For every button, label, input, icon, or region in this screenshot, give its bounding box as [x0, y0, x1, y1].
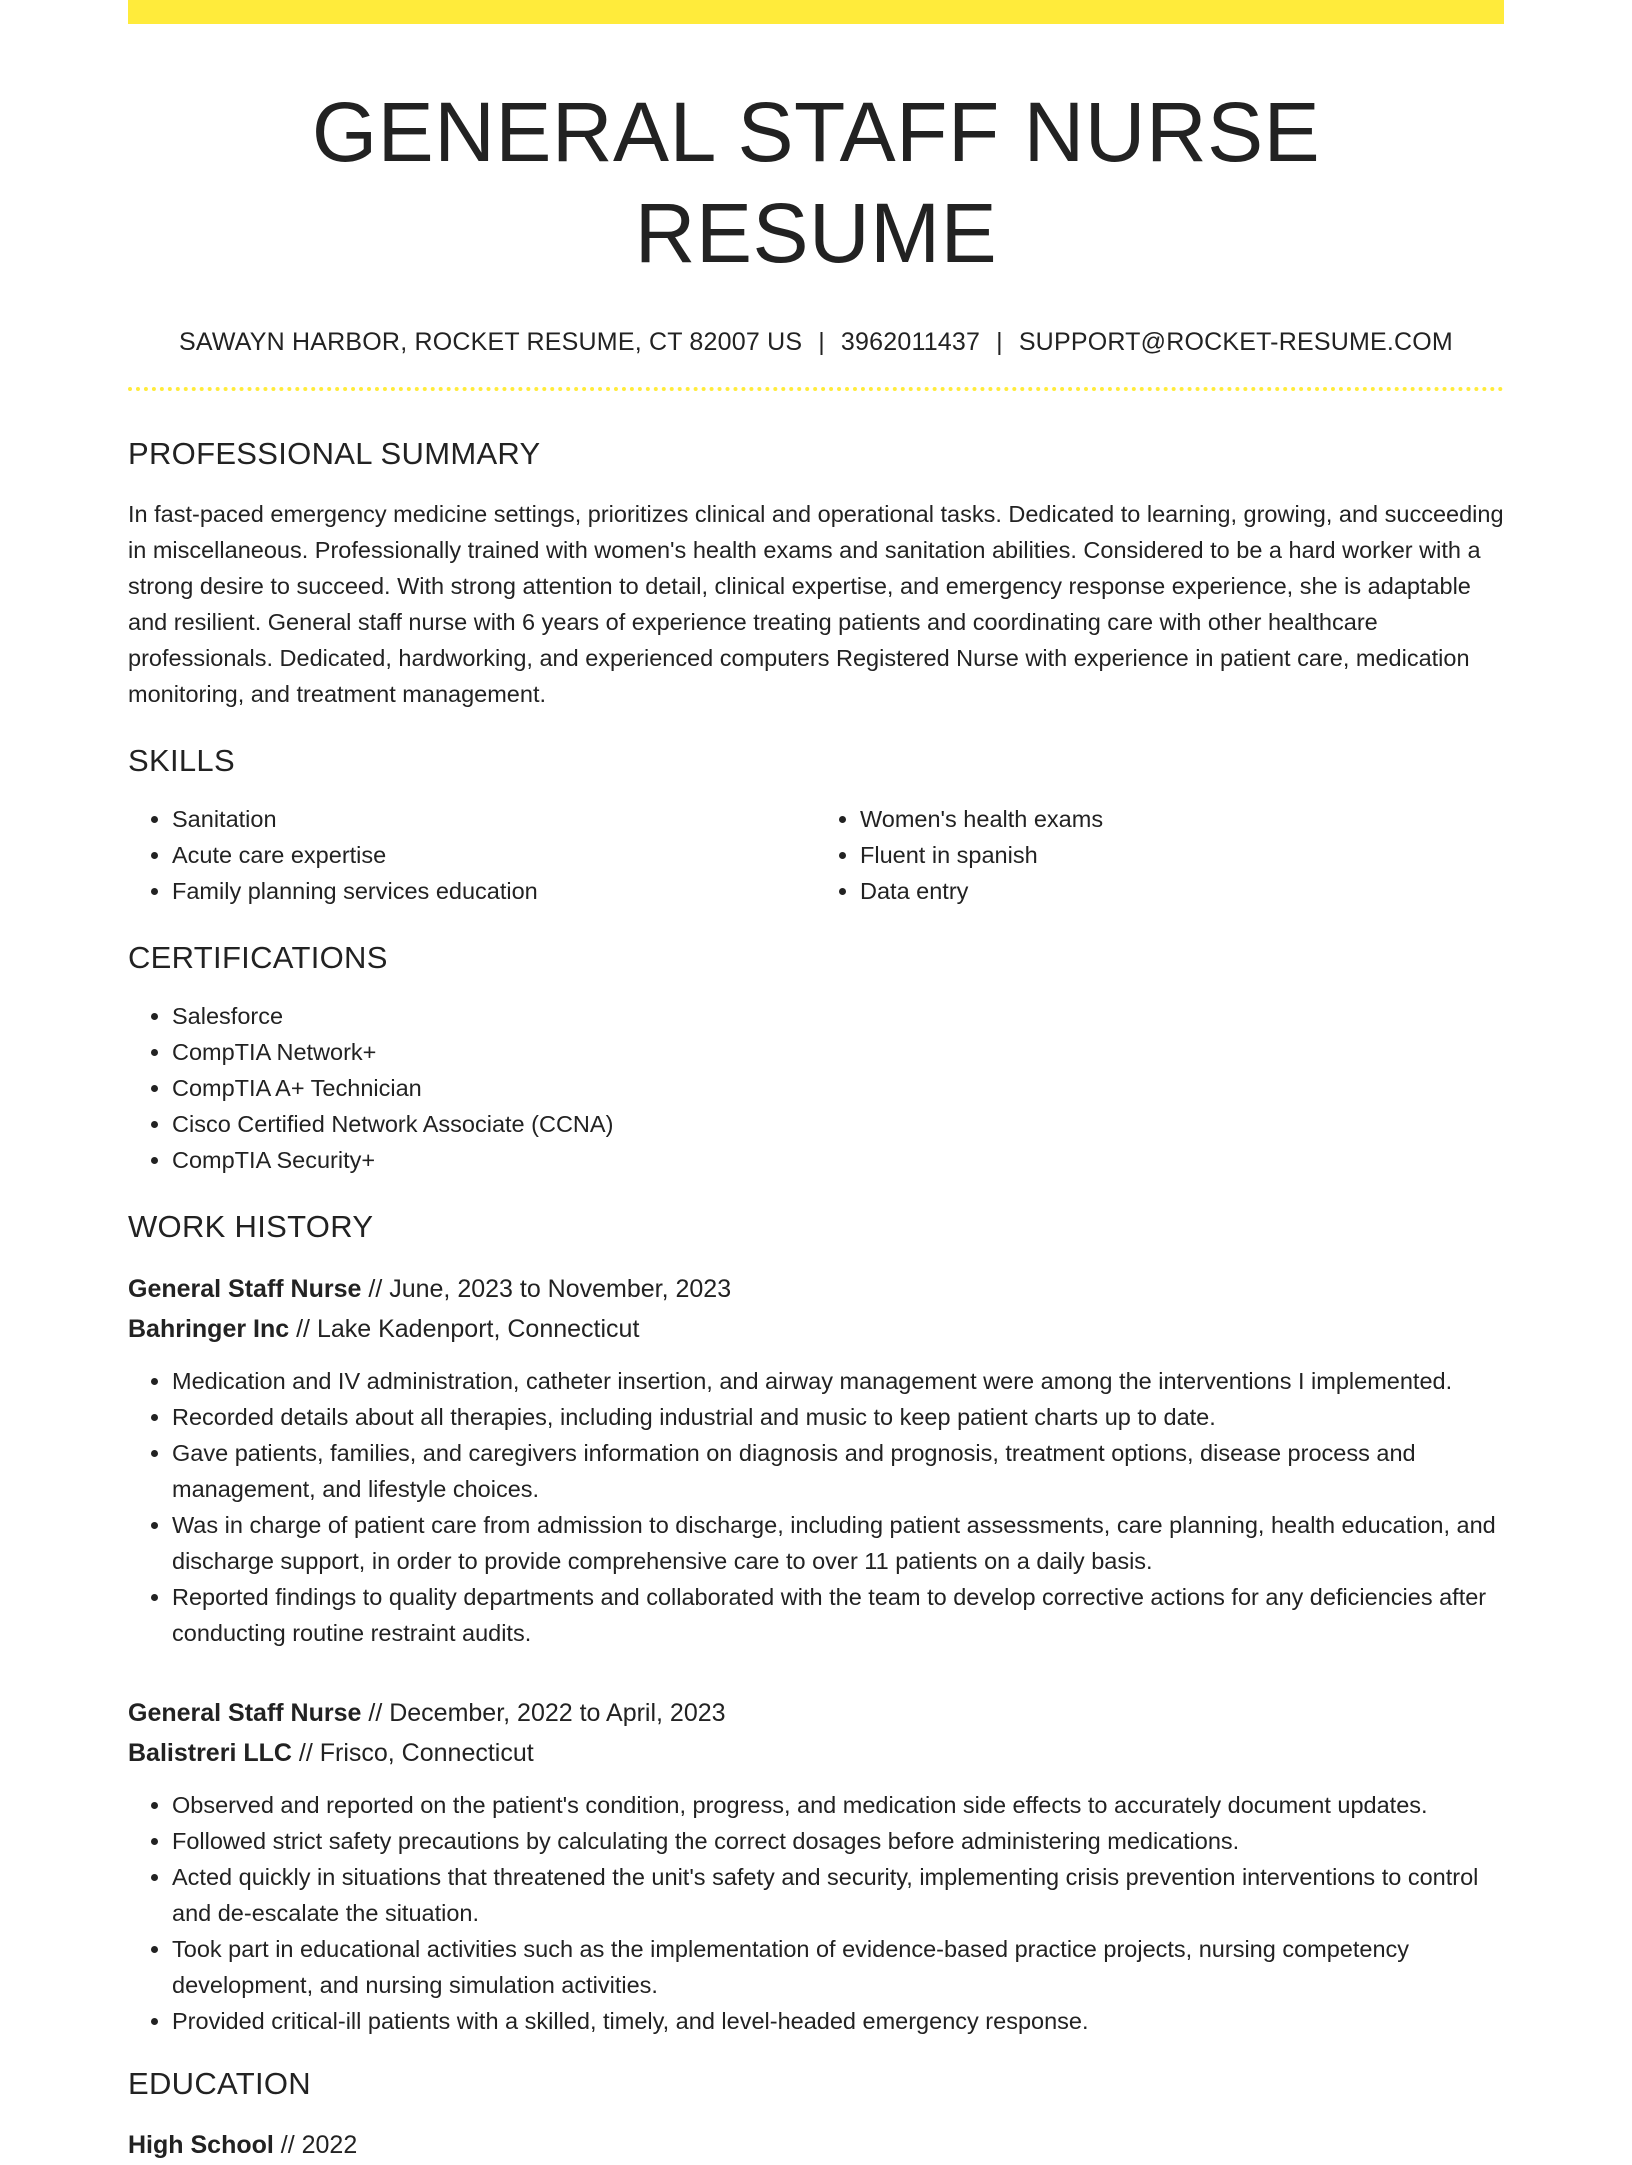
certifications-list [128, 998, 1504, 1178]
job-company-line [128, 1309, 1504, 1349]
job-dates: // June, 2023 to November, 2023 [368, 1275, 732, 1304]
job-role: General Staff Nurse [128, 1699, 362, 1728]
job-company: Bahringer Inc [128, 1315, 290, 1344]
resume-title: GENERAL STAFF NURSE RESUME [311, 85, 1321, 280]
job-location: // Frisco, Connecticut [298, 1739, 534, 1768]
education-entry [128, 2125, 1504, 2165]
certification-item: • CompTIA Security+ [172, 1142, 1504, 1178]
certification-item: • CompTIA A+ Technician [172, 1070, 1504, 1106]
education-year: // 2022 [280, 2130, 358, 2159]
job-bullet: • Took part in educational activities such as the implementation of evidence-based practice projects, nursing competency development, and nursing simulation activities. [172, 1931, 1504, 2003]
job-entry [128, 1269, 1504, 1651]
certification-item: • CompTIA Network+ [172, 1034, 1504, 1070]
skills-heading: SKILLS [128, 742, 235, 778]
contact-separator: | [818, 327, 825, 356]
skills-grid [128, 801, 1504, 909]
summary-text: In fast-paced emergency medicine settings, prioritizes clinical and operational tasks. Dedicated to learning, growing, and succeeding in miscellaneous. Professionally trained with women's health exams and sanitation abilities. Considered to be a hard worker with a strong desire to succeed. With strong attention to detail, clinical expertise, and emergency response experience, she is adaptable and resilient. General staff nurse with 6 years of experience treating patients and coordinating care with other healthcare professionals. Dedicated, hardworking, and experienced computers Registered Nurse with experience in patient care, medication monitoring, and treatment management. [128, 500, 1504, 707]
job-entry [128, 1693, 1504, 2039]
resume-page [128, 0, 1504, 2165]
certification-item: • Cisco Certified Network Associate (CCNA) [172, 1106, 1504, 1142]
job-bullet: • Was in charge of patient care from admission to discharge, including patient assessments, care planning, health education, and discharge support, in order to provide comprehensive care to over 11 patients on a daily basis. [172, 1507, 1504, 1579]
job-bullet: • Acted quickly in situations that threatened the unit's safety and security, implementing crisis prevention interventions to control and de-escalate the situation. [172, 1859, 1504, 1931]
education-school: High School [128, 2130, 274, 2159]
contact-address: SAWAYN HARBOR, ROCKET RESUME, CT 82007 US [179, 327, 803, 356]
job-role-line [128, 1269, 1504, 1309]
contact-phone: 3962011437 [840, 327, 981, 356]
skill-item: • Acute care expertise [172, 837, 816, 873]
skills-list-left [128, 801, 816, 909]
work-history-heading: WORK HISTORY [128, 1209, 374, 1245]
job-bullet: • Reported findings to quality departments and collaborated with the team to develop corrective actions for any deficiencies after conducting routine restraint audits. [172, 1579, 1504, 1651]
contact-email: SUPPORT@ROCKET-RESUME.COM [1018, 327, 1453, 356]
job-bullets [128, 1363, 1504, 1651]
summary-heading: PROFESSIONAL SUMMARY [128, 435, 541, 471]
certifications-heading: CERTIFICATIONS [128, 939, 388, 975]
job-bullet: • Followed strict safety precautions by calculating the correct dosages before administering medications. [172, 1823, 1504, 1859]
contact-separator: | [996, 327, 1003, 356]
job-bullet: • Medication and IV administration, catheter insertion, and airway management were among the interventions I implemented. [172, 1363, 1504, 1399]
accent-top-bar [128, 0, 1504, 24]
skill-item: • Women's health exams [860, 801, 1504, 837]
job-bullet: • Observed and reported on the patient's condition, progress, and medication side effects to accurately document updates. [172, 1787, 1504, 1823]
job-bullets [128, 1787, 1504, 2039]
certification-item: • Salesforce [172, 998, 1504, 1034]
job-bullet: • Gave patients, families, and caregivers information on diagnosis and prognosis, treatment options, disease process and management, and lifestyle choices. [172, 1435, 1504, 1507]
job-company: Balistreri LLC [128, 1739, 292, 1768]
skill-item: • Data entry [860, 873, 1504, 909]
job-role-line [128, 1693, 1504, 1733]
education-heading: EDUCATION [128, 2066, 311, 2102]
job-company-line [128, 1733, 1504, 1773]
contact-line [128, 328, 1504, 357]
job-location: // Lake Kadenport, Connecticut [296, 1315, 640, 1344]
job-bullet: • Provided critical-ill patients with a skilled, timely, and level-headed emergency response. [172, 2003, 1504, 2039]
dotted-divider [128, 387, 1504, 391]
job-role: General Staff Nurse [128, 1275, 362, 1304]
skill-item: • Sanitation [172, 801, 816, 837]
job-dates: // December, 2022 to April, 2023 [368, 1699, 726, 1728]
skill-item: • Fluent in spanish [860, 837, 1504, 873]
job-bullet: • Recorded details about all therapies, including industrial and music to keep patient charts up to date. [172, 1399, 1504, 1435]
skills-list-right [816, 801, 1504, 909]
skill-item: • Family planning services education [172, 873, 816, 909]
